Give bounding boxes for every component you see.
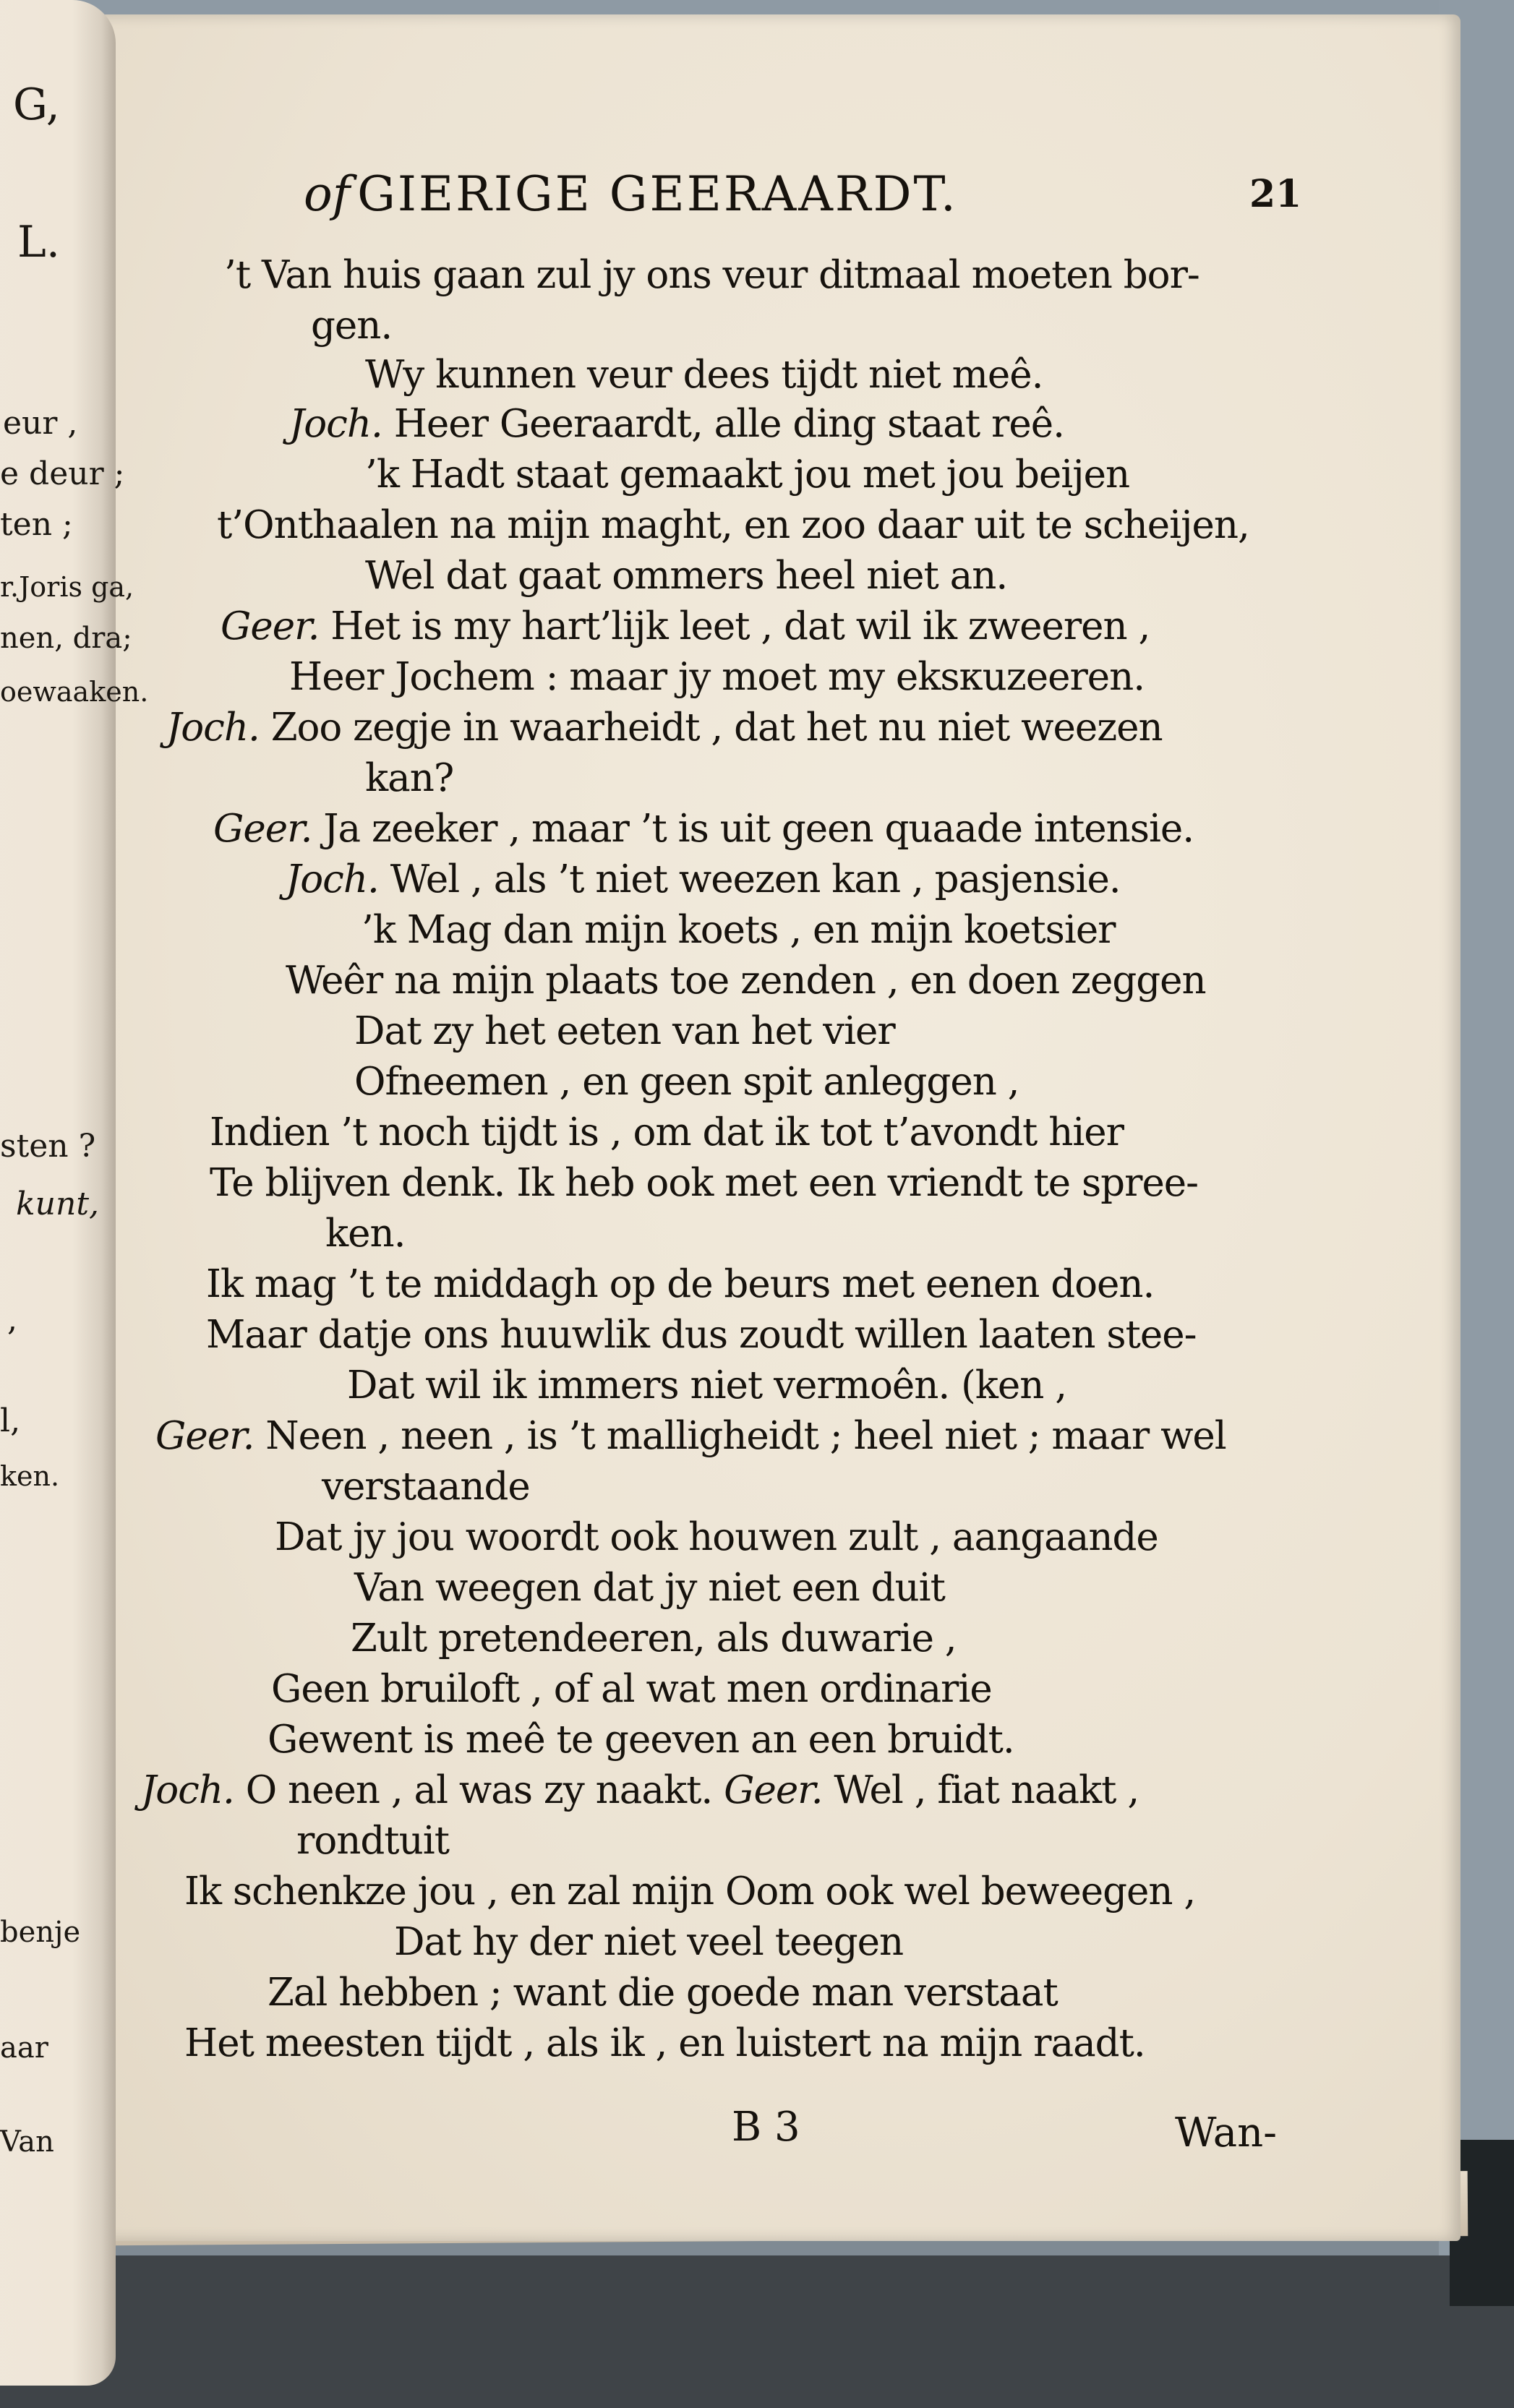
- left-fragment: ken.: [0, 1460, 60, 1492]
- verse-line: Dat hy der niet veel teegen: [394, 1920, 904, 1964]
- verse-line: Van weegen dat jy niet een duit: [354, 1566, 945, 1610]
- running-head: [304, 166, 958, 222]
- verse-line: Wel dat gaat ommers heel niet an.: [365, 554, 1008, 598]
- left-fragment: ,: [7, 1301, 17, 1338]
- verse-line: t’Onthaalen na mijn maght, en zoo daar uit te scheijen,: [217, 503, 1249, 547]
- verse-line: Joch. O neen , al was zy naakt. Geer. Wel , fiat naakt ,: [141, 1768, 1139, 1812]
- left-fragment: nen, dra;: [0, 622, 132, 655]
- verse-line: Wy kunnen veur dees tijdt niet meê.: [365, 353, 1043, 397]
- verse-line: Joch. Heer Geeraardt, alle ding staat reê.: [289, 402, 1064, 446]
- verse-line: Indien ’t noch tijdt is , om dat ik tot t’avondt hier: [210, 1110, 1124, 1154]
- left-fragment: kunt,: [16, 1186, 100, 1222]
- verse-line: Ofneemen , en geen spit anleggen ,: [354, 1060, 1019, 1104]
- verse-line: Het meesten tijdt , als ik , en luistert na mijn raadt.: [184, 2021, 1145, 2065]
- left-fragment: ten ;: [0, 506, 73, 543]
- verse-line: Weêr na mijn plaats toe zenden , en doen zeggen: [286, 959, 1206, 1003]
- page-number: 21: [1249, 172, 1302, 216]
- left-fragment: e deur ;: [0, 455, 125, 492]
- verse-line: Ik schenkze jou , en zal mijn Oom ook wel beweegen ,: [184, 1869, 1196, 1914]
- running-head-of: of: [304, 166, 351, 222]
- verse-line: Zult pretendeeren, als duwarie ,: [351, 1616, 957, 1661]
- verse-line: Geer. Ja zeeker , maar ’t is uit geen quaade intensie.: [213, 807, 1194, 851]
- verse-line: gen.: [311, 304, 393, 348]
- signature-mark: B 3: [732, 2104, 800, 2151]
- verse-line: rondtuit: [296, 1819, 449, 1863]
- verse-line: Geen bruiloft , of al wat men ordinarie: [271, 1667, 992, 1711]
- verse-line: ken.: [325, 1212, 406, 1256]
- left-fragment: l,: [0, 1402, 21, 1439]
- verse-line: ’k Mag dan mijn koets , en mijn koetsier: [362, 908, 1116, 952]
- verse-line: Maar datje ons huuwlik dus zoudt willen laaten stee-: [206, 1313, 1197, 1357]
- verse-line: Zal hebben ; want die goede man verstaat: [268, 1971, 1058, 2015]
- running-head-title: GIERIGE GEERAARDT.: [357, 166, 958, 222]
- verse-line: Dat zy het eeten van het vier: [354, 1009, 895, 1053]
- left-fragment: G,: [13, 80, 60, 130]
- verse-line: Geer. Het is my hart’lijk leet , dat wil ik zweeren ,: [221, 604, 1150, 648]
- left-fragment: L.: [17, 217, 60, 267]
- verse-line: ’k Hadt staat gemaakt jou met jou beijen: [365, 453, 1130, 497]
- verse-line: verstaande: [322, 1465, 530, 1509]
- verse-line: Joch. Zoo zegje in waarheidt , dat het nu niet weezen: [166, 706, 1163, 750]
- verse-line: Dat wil ik immers niet vermoên. (ken ,: [347, 1363, 1067, 1407]
- verse-line: Ik mag ’t te middagh op de beurs met eenen doen.: [206, 1262, 1155, 1306]
- verse-line: ’t Van huis gaan zul jy ons veur ditmaal moeten bor-: [224, 253, 1199, 297]
- verse-line: kan?: [365, 756, 454, 800]
- verse-line: Joch. Wel , als ’t niet weezen kan , pasjensie.: [286, 857, 1121, 901]
- verse-line: Geer. Neen , neen , is ’t malligheidt ; heel niet ; maar wel: [155, 1414, 1226, 1458]
- verse-line: Heer Jochem : maar jy moet my eksкuzeeren.: [289, 655, 1145, 699]
- catchword: Wan-: [1175, 2109, 1278, 2156]
- left-fragment: sten ?: [0, 1128, 96, 1165]
- left-fragment: r.Joris ga,: [0, 571, 134, 603]
- left-fragment: aar: [0, 2031, 48, 2065]
- left-fragment: benje: [0, 1916, 81, 1949]
- left-fragment: oewaaken.: [0, 676, 149, 708]
- verse-line: Gewent is meê te geeven an een bruidt.: [268, 1718, 1014, 1762]
- verse-line: Te blijven denk. Ik heb ook met een vriendt te spree-: [210, 1161, 1199, 1205]
- left-fragment: eur ,: [3, 405, 78, 442]
- verse-line: Dat jy jou woordt ook houwen zult , aangaande: [275, 1515, 1158, 1559]
- left-fragment: Van: [0, 2125, 54, 2159]
